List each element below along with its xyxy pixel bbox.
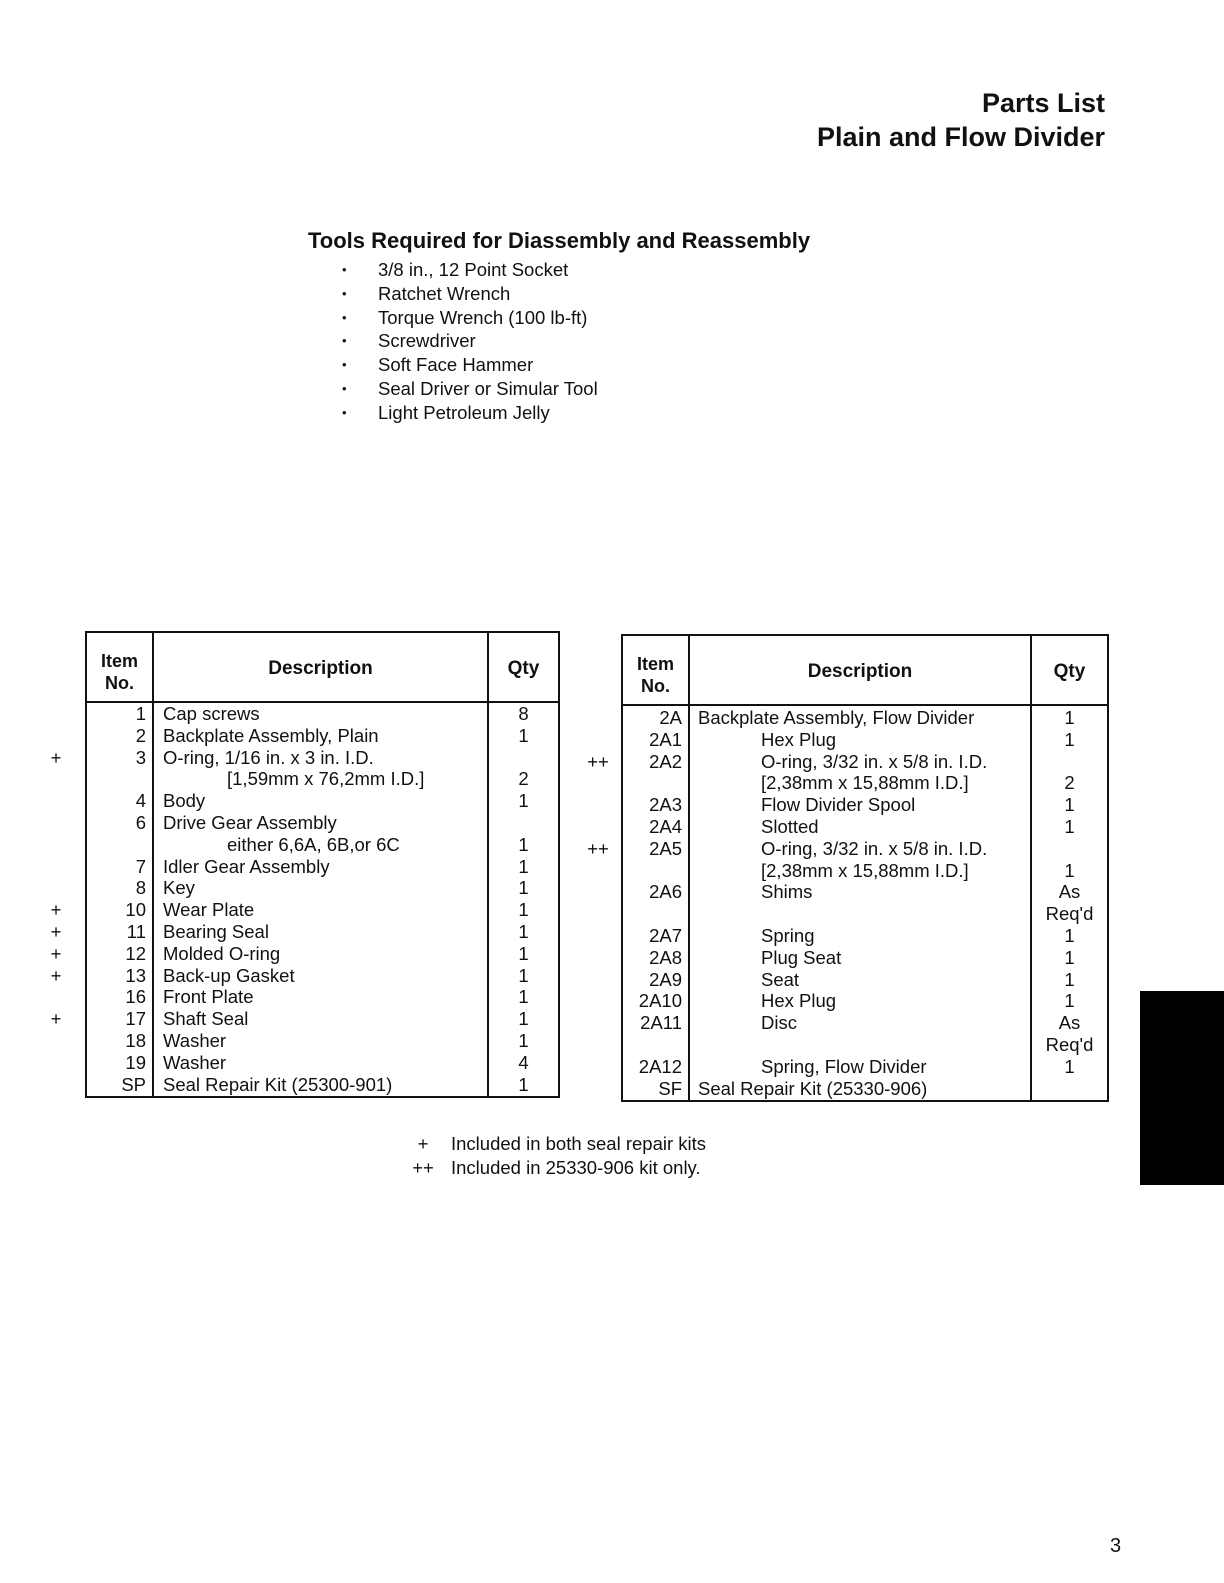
item-number: 6 [135,811,146,833]
item-number: 2A11 [640,1012,682,1034]
item-qty: 1 [518,855,529,877]
table-row [50,746,558,769]
page-number: 3 [1110,1535,1122,1557]
item-description: O-ring, 3/32 in. x 5/8 in. I.D. [761,837,988,859]
item-number: 10 [125,899,146,921]
table-row [623,860,1107,882]
table-row [623,1078,1107,1100]
item-number: 4 [135,790,146,812]
table-row [623,772,1107,794]
item-description: Shims [761,881,813,903]
item-qty: 4 [518,1051,529,1073]
item-qty: 1 [518,1073,529,1095]
item-number: 2A9 [649,968,682,990]
row-marker: + [50,899,62,921]
item-qty: 1 [1064,794,1075,816]
table-row [87,768,558,790]
item-qty: 2 [1064,772,1075,794]
bullet-icon: • [342,309,347,325]
table-row [50,942,558,965]
item-qty: Req'd [1045,1033,1094,1055]
item-description: Hex Plug [761,990,837,1012]
table-row [623,969,1107,991]
item-description: Hex Plug [761,728,837,750]
item-number: 7 [135,855,146,877]
table-row [50,920,558,943]
item-description: [2,38mm x 15,88mm I.D.] [761,772,969,794]
item-description: Drive Gear Assembly [163,811,337,833]
tool-item [308,401,810,425]
item-description: Wear Plate [163,899,255,921]
footnote-text: Included in both seal repair kits [451,1133,707,1154]
row-marker: + [50,964,62,986]
item-qty: 1 [518,964,529,986]
table-row [623,1034,1107,1056]
item-qty: As [1058,1012,1081,1034]
item-description: either 6,6A, 6B,or 6C [227,833,400,855]
item-qty: As [1058,881,1081,903]
item-number: 2A10 [638,990,682,1012]
item-number: 12 [125,942,146,964]
table-row [623,925,1107,947]
item-number: SP [121,1073,146,1095]
tool-label: Screwdriver [378,330,476,352]
item-description: Spring [761,924,815,946]
item-description: Seal Repair Kit (25300-901) [163,1073,393,1095]
title-line-2: Plain and Flow Divider [816,122,1105,152]
bullet-icon: • [342,380,347,396]
table-row [87,834,558,856]
item-qty: 1 [1064,924,1075,946]
tool-label: 3/8 in., 12 Point Socket [378,259,569,280]
tool-item [308,353,810,377]
table-row [87,986,558,1008]
item-number: 3 [135,746,146,768]
item-number: 2 [135,724,146,746]
item-qty: 1 [1064,728,1075,750]
item-qty: 1 [1064,968,1075,990]
table-row [623,881,1107,903]
tool-item [308,306,810,330]
item-qty: 1 [518,833,529,855]
table-row [87,725,558,747]
footnote-text: Included in 25330-906 kit only. [451,1156,701,1178]
bullet-icon: • [342,357,347,373]
footnotes [408,1132,706,1179]
tools-list [308,258,810,425]
item-number: 2A6 [649,881,682,903]
section-tab-marker [1140,991,1224,1185]
item-number: SF [658,1077,682,1099]
table-row [623,729,1107,751]
item-number: 16 [125,986,146,1008]
item-description: Washer [163,1029,227,1051]
item-description: O-ring, 3/32 in. x 5/8 in. I.D. [761,750,988,772]
tool-item [308,258,810,282]
item-description: Bearing Seal [163,920,269,942]
item-qty: 1 [518,1029,529,1051]
parts-table-flow-divider [587,634,1109,1102]
item-description: Seat [761,968,800,990]
item-qty: 1 [518,920,529,942]
item-number: 2A8 [649,946,682,968]
item-number: 11 [126,920,146,942]
row-marker: ++ [587,750,609,772]
item-description: Front Plate [163,986,254,1008]
header-divider [623,704,1107,706]
header-qty: Qty [507,658,540,679]
item-qty: 1 [1064,1055,1075,1077]
row-marker: ++ [587,837,609,859]
item-number: 2A [659,707,682,728]
item-description: [1,59mm x 76,2mm I.D.] [227,768,425,790]
item-qty: 1 [518,877,529,899]
header-item-no: Item No. [636,654,674,696]
table-row [87,1030,558,1052]
tool-item [308,282,810,306]
row-marker: + [50,746,62,768]
item-number: 1 [135,703,146,724]
table-row [623,816,1107,838]
item-description: Cap screws [163,703,260,724]
tools-section [308,228,810,425]
table-row [50,964,558,987]
tool-label: Torque Wrench (100 lb-ft) [378,306,588,328]
table-row [587,837,1107,860]
footnote-symbol: ++ [412,1156,434,1178]
item-number: 2A2 [649,750,682,772]
item-qty: 2 [518,768,529,790]
item-number: 2A7 [649,924,682,946]
header-qty: Qty [1053,661,1086,682]
table-row [87,703,558,725]
header-item-no: Item No. [100,651,138,693]
tool-label: Light Petroleum Jelly [378,401,550,423]
item-description: Disc [761,1012,797,1034]
item-qty: 1 [518,1008,529,1030]
item-number: 2A3 [649,794,682,816]
table-row [623,707,1107,729]
item-description: O-ring, 1/16 in. x 3 in. I.D. [163,746,374,768]
item-qty: 1 [518,899,529,921]
page-title [817,86,1105,154]
item-qty: 1 [518,724,529,746]
item-qty: 1 [1064,815,1075,837]
item-description: Slotted [761,815,819,837]
item-description: Molded O-ring [163,942,281,964]
table-row [87,877,558,899]
tool-label: Seal Driver or Simular Tool [378,377,598,399]
item-number: 19 [125,1051,146,1073]
item-number: 8 [135,877,146,899]
header-description: Description [807,661,913,682]
table-row [623,990,1107,1012]
item-qty: 8 [518,703,529,724]
table-body [587,707,1107,1099]
bullet-icon: • [342,262,347,277]
table-row [623,903,1107,925]
item-description: Washer [163,1051,227,1073]
item-qty: 1 [1064,990,1075,1012]
item-qty: 1 [1064,946,1075,968]
item-description: Idler Gear Assembly [163,855,330,877]
row-marker: + [50,942,62,964]
tool-label: Soft Face Hammer [378,354,534,376]
parts-table-plain [50,631,560,1098]
item-qty: 1 [518,986,529,1008]
item-description: Plug Seat [761,946,842,968]
table-row [87,856,558,878]
footnote-symbol: + [417,1133,429,1154]
item-number: 2A1 [649,728,682,750]
item-number: 13 [125,964,146,986]
table-row [623,794,1107,816]
table-row [50,1008,558,1030]
header-description: Description [268,658,373,679]
row-marker: + [50,920,62,942]
item-number: 2A5 [649,837,682,859]
row-marker: + [50,1008,62,1030]
bullet-icon: • [342,333,347,349]
item-number: 2A12 [638,1055,682,1077]
table-body [50,703,558,1095]
table-row [623,1056,1107,1078]
tools-heading: Tools Required for Diassembly and Reassembly [308,228,811,253]
item-qty: Req'd [1045,903,1094,925]
item-description: Key [163,877,195,899]
table-row [50,899,558,921]
bullet-icon: • [342,285,347,301]
item-description: Flow Divider Spool [761,794,916,816]
item-number: 18 [125,1029,146,1051]
item-description: Back-up Gasket [163,964,295,986]
table-row [587,750,1107,773]
tool-item [308,329,810,353]
bullet-icon: • [342,404,347,420]
table-row [87,790,558,812]
item-description: Spring, Flow Divider [761,1055,927,1077]
item-number: 17 [125,1008,146,1030]
item-qty: 1 [518,790,529,812]
footnote [408,1156,706,1180]
item-description: Backplate Assembly, Plain [163,724,379,746]
table-row [87,1052,558,1074]
item-description: Seal Repair Kit (25330-906) [698,1077,928,1099]
tool-label: Ratchet Wrench [378,282,511,304]
footnote [408,1132,706,1156]
item-qty: 1 [1064,707,1075,728]
item-qty: 1 [1064,859,1075,881]
table-row [623,1012,1107,1034]
item-description: Backplate Assembly, Flow Divider [698,707,975,728]
table-row [87,812,558,834]
item-description: [2,38mm x 15,88mm I.D.] [761,859,969,881]
item-description: Shaft Seal [163,1008,249,1030]
title-line-1: Parts List [981,88,1105,118]
table-row [623,947,1107,969]
table-row [87,1074,558,1096]
item-qty: 1 [518,942,529,964]
tool-item [308,377,810,401]
item-number: 2A4 [649,815,682,837]
item-description: Body [163,790,206,812]
